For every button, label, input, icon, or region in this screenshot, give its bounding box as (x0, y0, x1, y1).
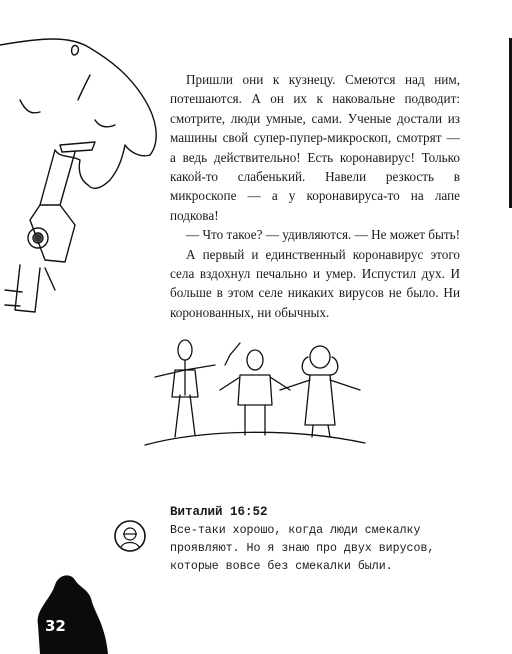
story-paragraph-3: А первый и единственный коронавирус этого села вздохнул печально и умер. Испустил дух. И больше в этом селе никаких вирусов не было. Ни коронованных, ни обычных. (170, 246, 460, 320)
sketch-three-people (140, 335, 370, 460)
sketch-face-microscope (0, 30, 170, 330)
avatar-icon (113, 519, 147, 553)
story-text (170, 70, 460, 322)
comment-author: Виталий 16:52 (170, 505, 268, 519)
ink-blot-decoration (30, 570, 110, 654)
story-paragraph-1: Пришли они к кузнецу. Смеются над ним, потешаются. А он их к наковальне подводит: смотрите, люди умные, сами. Ученые достали из машины свой супер-пупер-микроскоп, смотрят — а ведь действительно! Есть коронавирус! Только какой-то слабенький. Навели резкость в микроскопе — а у коронавируса-то на лапе подкова! (170, 72, 460, 223)
comment-text: Все-таки хорошо, когда люди смекалку проявляют. Но я знаю про двух вирусов, которые вовсе без смекалки были. (170, 524, 435, 573)
story-paragraph-2: — Что такое? — удивляются. — Не может быть! (186, 227, 460, 243)
page-number: 32 (45, 617, 66, 635)
